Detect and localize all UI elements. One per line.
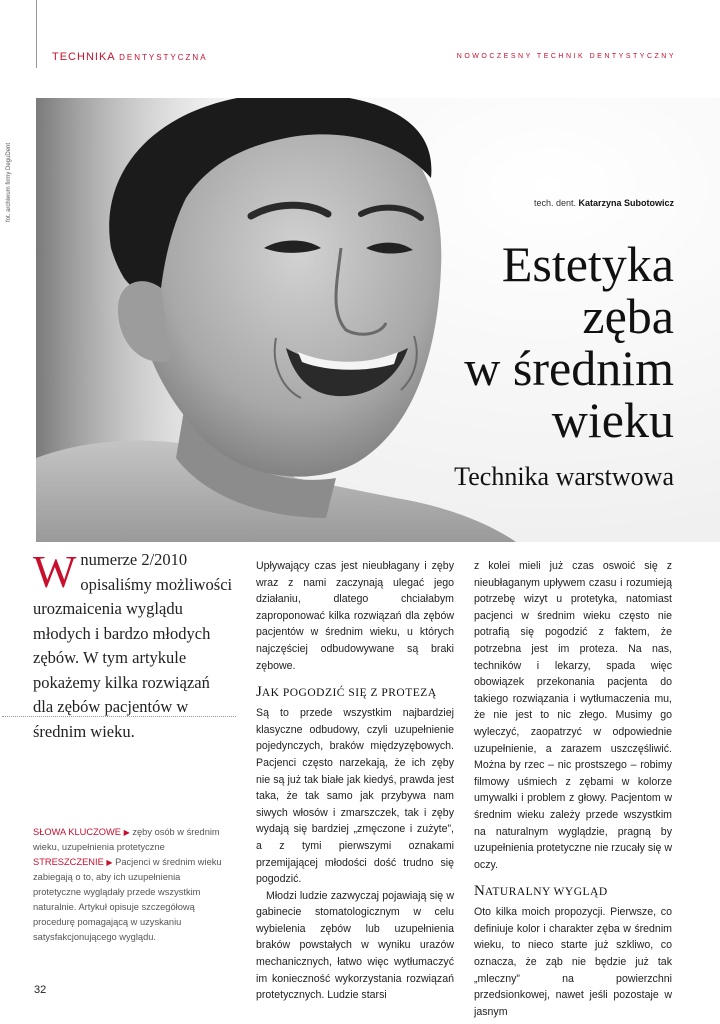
title-line-3: w średnim bbox=[464, 340, 674, 396]
body-paragraph: Są to przede wszystkim najbardziej klasyczne odbudowy, czyli uzupełnienie pojedynczych, braków międzyzębowych. Pacjenci często narzekają, że ich zęby nie są już tak białe jak kiedyś, prawda jest taka, że tak samo jak przybywa nam siwych włosów i zmarszczek, tak i zęby wydają się bardziej „zmęczone i zużyte”, a z tymi pierwszymi oznakami przemijającej młodości dość trudno się pogodzić. bbox=[256, 707, 454, 886]
heading-rest: ATURALNY WYGLĄD bbox=[484, 886, 608, 899]
keywords-label: SŁOWA KLUCZOWE bbox=[33, 827, 121, 837]
section-header bbox=[52, 51, 208, 63]
summary-label: STRESZCZENIE bbox=[33, 857, 104, 867]
page-number: 32 bbox=[34, 984, 47, 996]
header-rule bbox=[36, 0, 37, 68]
lead-paragraph bbox=[33, 548, 233, 744]
title-line-4: wieku bbox=[551, 392, 674, 448]
author-prefix: tech. dent. bbox=[533, 198, 576, 208]
photo-credit: fot. archiwum firmy DeguDent bbox=[6, 142, 12, 222]
dropcap: W bbox=[33, 546, 77, 597]
author-name: Katarzyna Subotowicz bbox=[578, 198, 674, 208]
triangle-right-icon: ▶ bbox=[106, 858, 113, 867]
lead-text: numerze 2/2010 opisaliśmy możliwości urozmaicenia wyglądu młodych i bardzo młodych zębów. W tym artykule pokażemy kilka rozwiązań dla zębów pacjentów w średnim wieku. bbox=[33, 550, 233, 741]
body-paragraph: Młodzi ludzie zazwyczaj pojawiają się w gabinecie stomatologicznym w celu wybielenia zębów lub uzupełnienia braków powstałych w wyniku urazów mechanicznych, łatwo więc wytłumaczyć im konieczność wykorzystania rozwiązań protetycznych. Ludzie starsi bbox=[256, 889, 454, 1002]
dotted-divider bbox=[2, 716, 236, 717]
keywords-text: zęby osób w średnim wieku, uzupełnienia protetyczne bbox=[33, 827, 220, 852]
author-line bbox=[534, 198, 674, 208]
title-line-2: zęba bbox=[582, 288, 674, 344]
section-heading-2 bbox=[474, 883, 672, 900]
body-column-1 bbox=[256, 558, 454, 1004]
body-column-2 bbox=[474, 558, 672, 1020]
heading-initial: N bbox=[474, 883, 485, 900]
body-paragraph: z kolei mieli już czas oswoić się z nieubłaganym upływem czasu i rozumieją potrzebę wizyt u protetyka, natomiast pacjenci w średnim wieku często nie potrafią się pogodzić z faktem, że potrzebna jest im proteza. Na nas, techników i lekarzy, spada więc obowiązek przekonania pacjenta do takiego rozwiązania i wytłumaczenia mu, że nie jest to nic złego. Musimy go wyleczyć, zaopatrzyć w odpowiednie uzupełnienie, a zarazem uszczęśliwić. Można by rzec – nic prostszego – robimy filmowy uśmiech z zębami w kolorze umywalki i problem z głowy. Pacjentom w średnim wieku zależy przede wszystkim na naturalnym wyglądzie, pragną by uzupełnienia protetyczne nie rzucały się w oczy. bbox=[474, 560, 672, 871]
heading-rest: AK POGODZIĆ SIĘ Z PROTEZĄ bbox=[261, 687, 437, 700]
section-small: DENTYSTYCZNA bbox=[119, 53, 208, 62]
triangle-right-icon: ▶ bbox=[123, 828, 130, 837]
summary-text: Pacjenci w średnim wieku zabiegają o to, aby ich uzupełnienia protetyczne wyglądały przede wszystkim naturalnie. Artykuł opisuje szczegółową procedurę pomagającą w uzyskaniu satysfakcjonującego wyglądu. bbox=[33, 857, 222, 942]
section-main: TECHNIKA bbox=[52, 51, 116, 63]
body-paragraph: Upływający czas jest nieubłagany i zęby wraz z nami zaczynają ulegać jego działaniu, dlatego chciałabym zaproponować kilka rozwiązań dla zębów pacjentów w średnim wieku, u których najczęściej odbudowywane są braki zębowe. bbox=[256, 560, 454, 672]
heading-initial: J bbox=[256, 684, 262, 701]
section-heading-1 bbox=[256, 684, 454, 701]
keywords-box bbox=[33, 825, 229, 945]
magazine-name: NOWOCZESNY TECHNIK DENTYSTYCZNY bbox=[456, 53, 676, 60]
photo-credit-wrap bbox=[6, 102, 16, 222]
title-line-1: Estetyka bbox=[501, 236, 674, 292]
body-paragraph: Oto kilka moich propozycji. Pierwsze, co definiuje kolor i charakter zęba w średnim wieku, to nieco starte już szkliwo, co oznacza, że ząb nie będzie już tak „mleczny” na powierzchni przedsionkowej, nawet jeśli pozostaje w jasnym bbox=[474, 906, 672, 1018]
article-subtitle: Technika warstwowa bbox=[454, 462, 674, 491]
article-title bbox=[314, 238, 674, 446]
